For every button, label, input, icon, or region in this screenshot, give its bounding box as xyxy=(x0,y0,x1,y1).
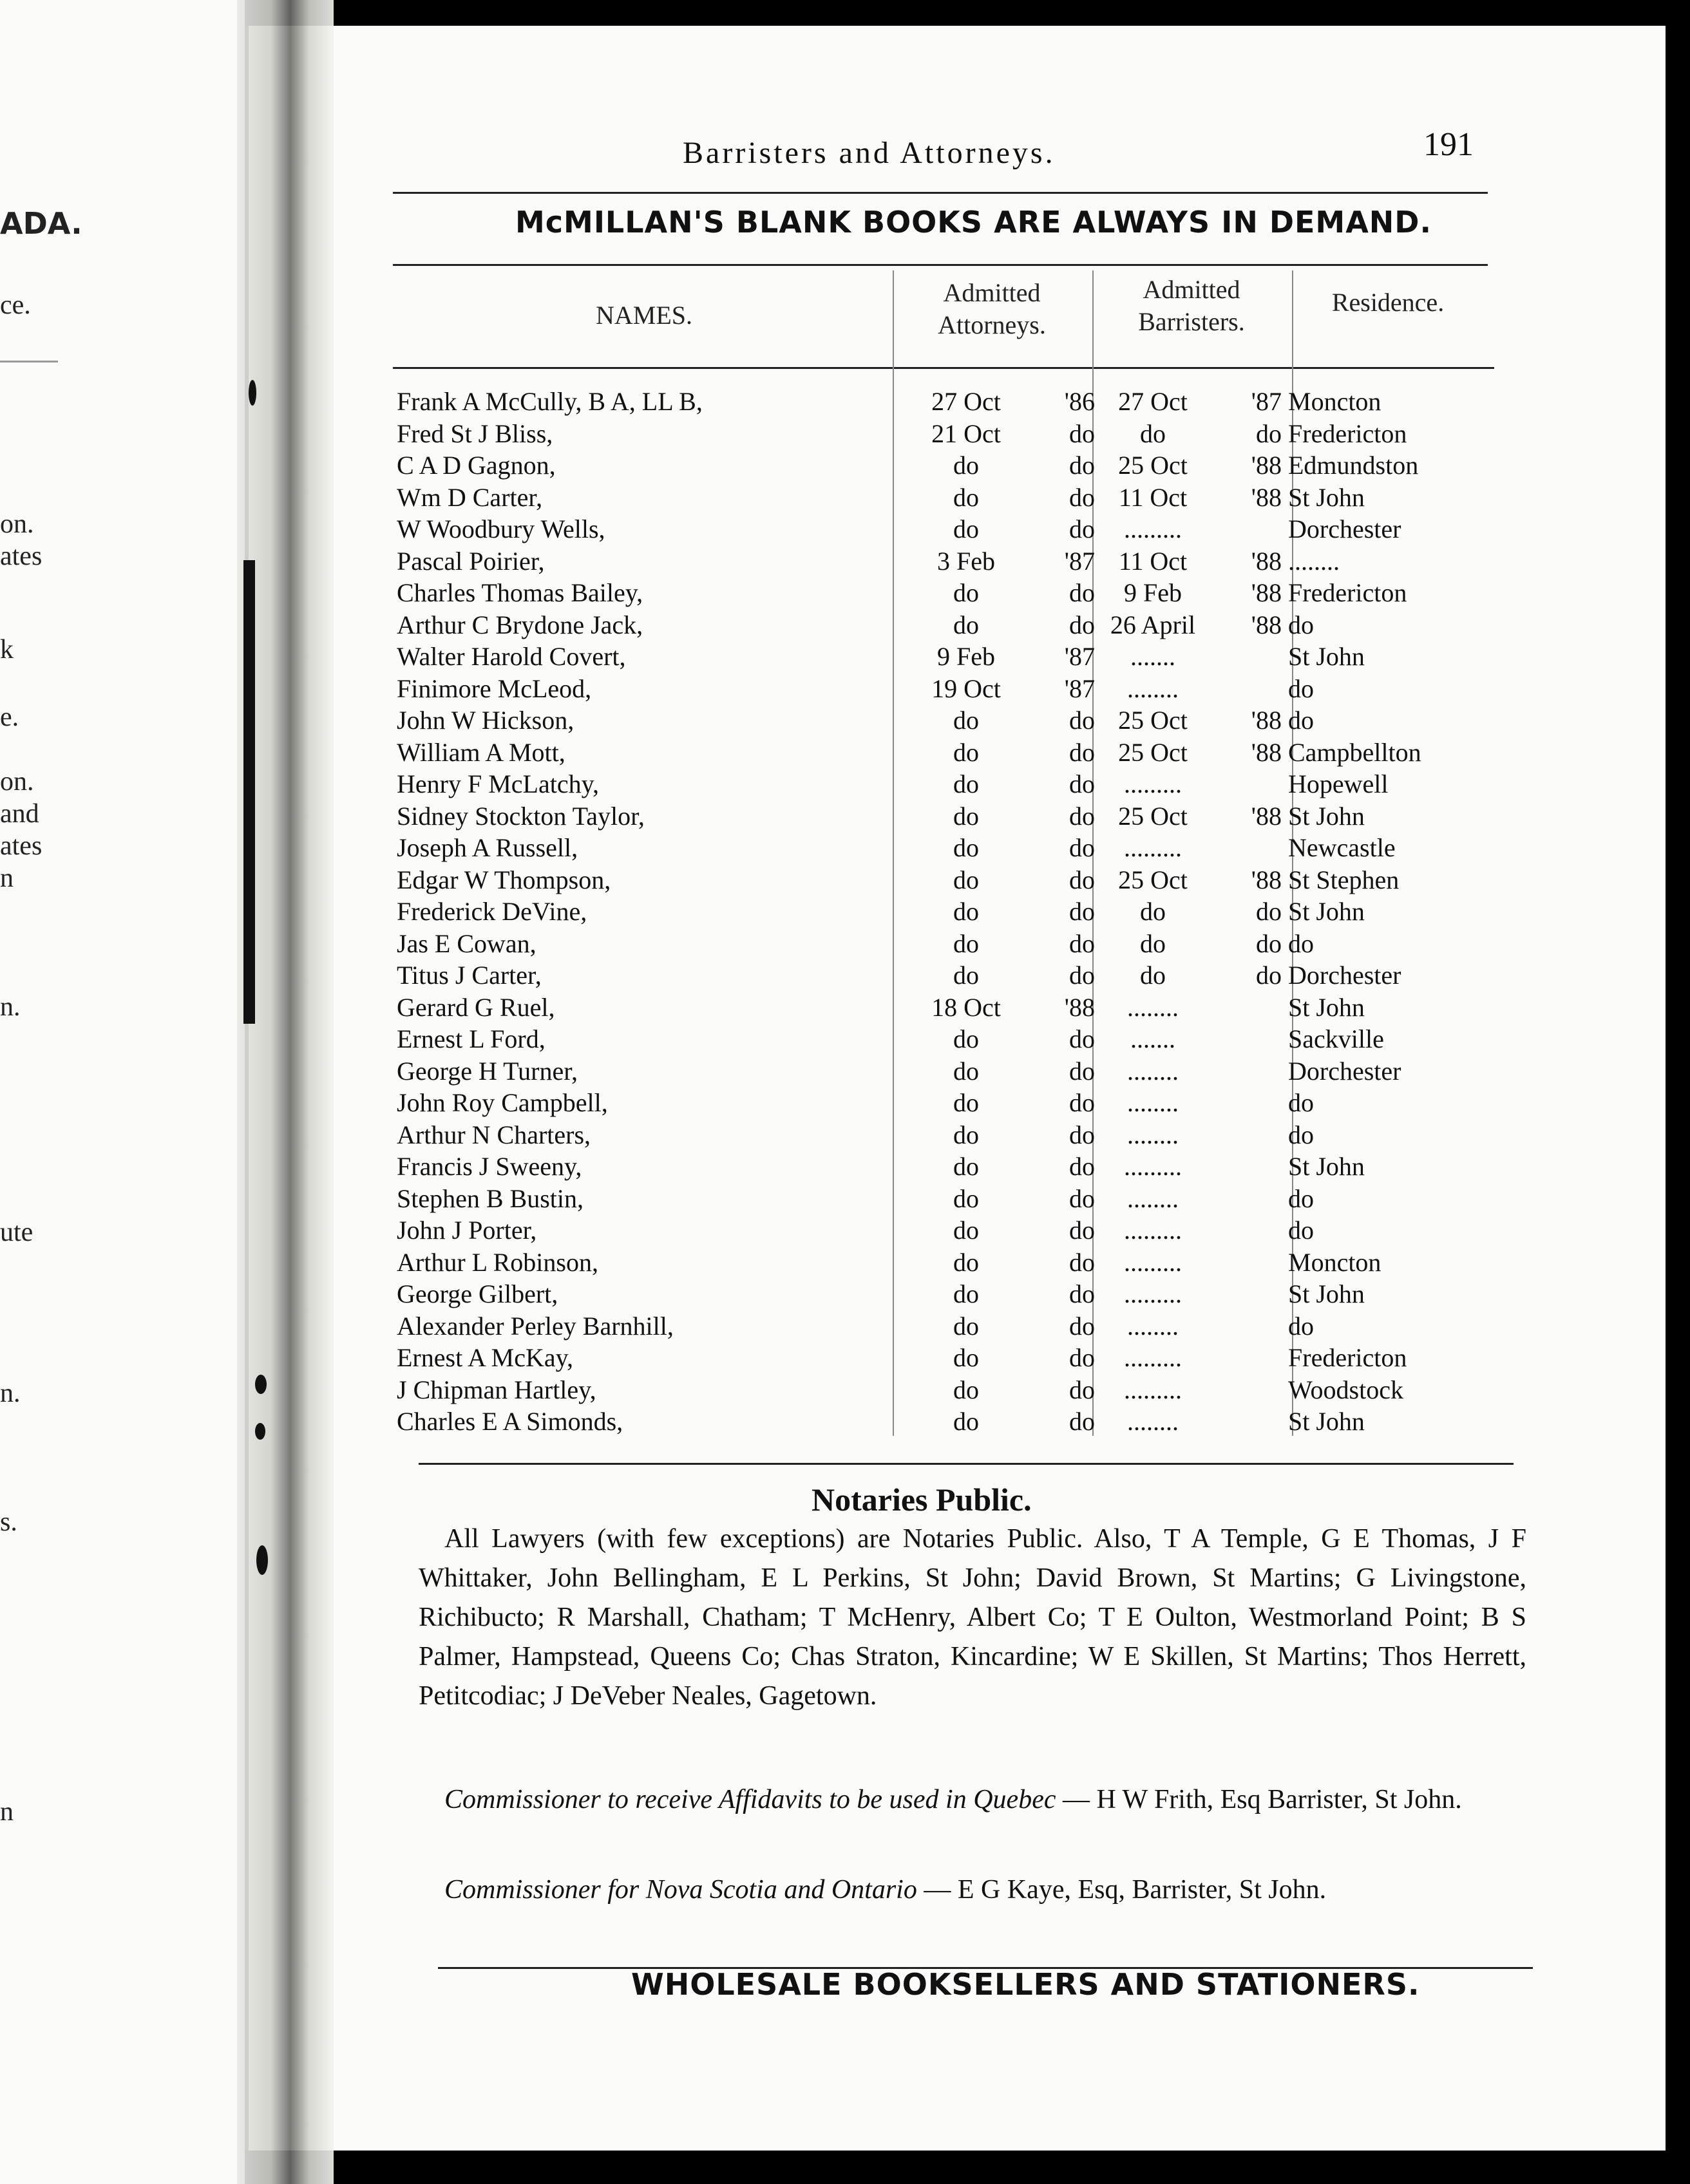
attorney-admitted-date: do xyxy=(953,1152,979,1181)
attorney-admitted-year: do xyxy=(1069,1183,1095,1213)
attorney-admitted-date: do xyxy=(953,897,979,926)
attorney-admitted-date: do xyxy=(953,1375,979,1404)
attorney-admitted-date: do xyxy=(953,961,979,990)
attorney-admitted-year: do xyxy=(1069,928,1095,958)
attorney-admitted-year: '88 xyxy=(1064,992,1095,1022)
residence: Edmundston xyxy=(1288,451,1419,480)
attorney-admitted-date: do xyxy=(953,833,979,862)
attorney-admitted-date: do xyxy=(953,1120,979,1149)
facing-page-fragment: ute xyxy=(0,1218,33,1247)
barrister-admitted-date: ........ xyxy=(1127,1407,1179,1436)
attorney-admitted-year: do xyxy=(1069,514,1095,543)
barrister-admitted-date: do xyxy=(1140,897,1166,926)
residence: Dorchester xyxy=(1288,961,1401,990)
barrister-admitted-date: ....... xyxy=(1130,1024,1175,1053)
attorney-admitted-date: 18 Oct xyxy=(931,992,1001,1022)
facing-page-fragment: ce. xyxy=(0,290,31,320)
residence: Moncton xyxy=(1288,387,1381,416)
attorneys-header-line2: Attorneys. xyxy=(938,310,1046,339)
notaries-paragraph: All Lawyers (with few exceptions) are Notaries Public. Also, T A Temple, G E Thomas, J F Whittaker, John Bellingham, E L Perkins, St John; David Brown, St Martins; G Livingstone, Richibucto; R Marshall, Chatham; T McHenry, Albert Co; T E Oulton, Westmorland Point; B S Palmer, Hampstead, Queens Co; Chas Straton, Kincardine; W E Skillen, St Martins; Thos Herrett, Petitcodiac; J DeVeber Neales, Gagetown. xyxy=(419,1524,1526,1711)
attorney-admitted-year: do xyxy=(1069,482,1095,512)
attorney-admitted-date: do xyxy=(953,482,979,512)
attorney-admitted-year: do xyxy=(1069,1279,1095,1308)
residence: Woodstock xyxy=(1288,1375,1403,1404)
barrister-admitted-date: ......... xyxy=(1124,833,1182,862)
book-spine-shadow xyxy=(237,0,334,2184)
barrister-admitted-date: ......... xyxy=(1124,514,1182,543)
barrister-admitted-date: 25 Oct xyxy=(1118,801,1188,831)
attorney-admitted-year: do xyxy=(1069,833,1095,862)
nsont-commissioner-text: — E G Kaye, Esq, Barrister, St John. xyxy=(924,1875,1327,1905)
barristers-header-line1: Admitted xyxy=(1143,275,1240,304)
barrister-admitted-date: 26 April xyxy=(1110,610,1196,639)
banner-rule xyxy=(393,264,1488,266)
attorney-admitted-year: do xyxy=(1069,706,1095,735)
barrister-admitted-year: '88 xyxy=(1251,482,1282,512)
barrister-admitted-date: ......... xyxy=(1124,1216,1182,1245)
barrister-admitted-year: do xyxy=(1256,897,1282,926)
attorneys-header-line1: Admitted xyxy=(943,278,1041,307)
attorney-admitted-year: do xyxy=(1069,1120,1095,1149)
ink-blot xyxy=(249,380,256,406)
barrister-admitted-date: 11 Oct xyxy=(1118,546,1188,576)
facing-page-fragment: n. xyxy=(0,1379,21,1408)
facing-page-fragment: n xyxy=(0,1797,14,1827)
attorney-admitted-date: 27 Oct xyxy=(931,387,1001,416)
attorney-admitted-date: do xyxy=(953,514,979,543)
residence: do xyxy=(1288,610,1314,639)
attorney-name: Charles E A Simonds, xyxy=(397,1407,623,1436)
ink-blot xyxy=(255,1423,265,1440)
attorney-admitted-date: do xyxy=(953,737,979,767)
attorney-admitted-year: do xyxy=(1069,1311,1095,1341)
attorney-admitted-date: 9 Feb xyxy=(937,642,995,671)
attorney-admitted-year: do xyxy=(1069,1024,1095,1053)
attorney-name: Henry F McLatchy, xyxy=(397,769,599,798)
residence: do xyxy=(1288,1216,1314,1245)
attorney-admitted-date: 19 Oct xyxy=(931,673,1001,703)
attorney-admitted-date: do xyxy=(953,1024,979,1053)
attorney-admitted-year: do xyxy=(1069,1407,1095,1436)
barrister-admitted-date: ........ xyxy=(1127,673,1179,703)
barrister-admitted-year: '88 xyxy=(1251,610,1282,639)
barrister-admitted-date: 9 Feb xyxy=(1124,578,1182,607)
barrister-admitted-date: 11 Oct xyxy=(1118,482,1188,512)
attorney-name: J Chipman Hartley, xyxy=(397,1375,596,1404)
facing-page-fragment: n. xyxy=(0,992,21,1022)
attorney-admitted-year: '86 xyxy=(1064,387,1095,416)
facing-page xyxy=(0,0,245,2184)
facing-page-fragment: e. xyxy=(0,702,19,732)
attorney-admitted-date: do xyxy=(953,1247,979,1277)
nsont-commissioner-label: Commissioner for Nova Scotia and Ontario xyxy=(444,1875,917,1905)
quebec-commissioner-text: — H W Frith, Esq Barrister, St John. xyxy=(1062,1785,1462,1814)
attorney-admitted-year: do xyxy=(1069,1056,1095,1086)
attorney-admitted-date: do xyxy=(953,1183,979,1213)
barrister-admitted-year: '88 xyxy=(1251,546,1282,576)
residence: St Stephen xyxy=(1288,865,1400,894)
residence: Fredericton xyxy=(1288,1343,1407,1372)
barrister-admitted-date: ......... xyxy=(1124,769,1182,798)
quebec-commissioner xyxy=(419,1780,1526,1820)
attorney-name: Arthur L Robinson, xyxy=(397,1247,598,1277)
attorney-name: John W Hickson, xyxy=(397,706,574,735)
attorney-name: W Woodbury Wells, xyxy=(397,514,605,543)
attorney-name: William A Mott, xyxy=(397,737,565,767)
attorney-admitted-year: do xyxy=(1069,1247,1095,1277)
residence: Dorchester xyxy=(1288,514,1401,543)
attorney-admitted-date: do xyxy=(953,769,979,798)
barrister-admitted-year: do xyxy=(1256,419,1282,448)
attorney-admitted-date: do xyxy=(953,1311,979,1341)
barrister-admitted-date: do xyxy=(1140,419,1166,448)
attorney-admitted-year: do xyxy=(1069,1088,1095,1117)
attorney-admitted-date: 3 Feb xyxy=(937,546,995,576)
barrister-admitted-date: 25 Oct xyxy=(1118,737,1188,767)
attorney-name: Frederick DeVine, xyxy=(397,897,587,926)
attorney-name: Arthur C Brydone Jack, xyxy=(397,610,643,639)
attorney-admitted-date: do xyxy=(953,1088,979,1117)
attorney-admitted-date: do xyxy=(953,1407,979,1436)
notaries-title: Notaries Public. xyxy=(812,1482,1032,1518)
barrister-admitted-year: '88 xyxy=(1251,737,1282,767)
top-banner: McMILLAN'S BLANK BOOKS ARE ALWAYS IN DEMAND. xyxy=(515,205,1432,240)
facing-page-fragment: ates xyxy=(0,541,43,571)
running-title: Barristers and Attorneys. xyxy=(683,136,1056,170)
attorney-admitted-date: do xyxy=(953,706,979,735)
facing-page-fragment: on. xyxy=(0,509,34,539)
attorney-name: Joseph A Russell, xyxy=(397,833,578,862)
attorney-admitted-year: '87 xyxy=(1064,673,1095,703)
barrister-admitted-date: 25 Oct xyxy=(1118,451,1188,480)
attorney-admitted-year: '87 xyxy=(1064,642,1095,671)
attorney-admitted-date: do xyxy=(953,865,979,894)
residence: Fredericton xyxy=(1288,578,1407,607)
attorney-name: Pascal Poirier, xyxy=(397,546,545,576)
barrister-admitted-year: '88 xyxy=(1251,578,1282,607)
residence: do xyxy=(1288,1183,1314,1213)
barrister-admitted-date: ........ xyxy=(1127,1056,1179,1086)
attorney-admitted-year: do xyxy=(1069,451,1095,480)
facing-page-fragment: ADA. xyxy=(0,206,82,241)
barrister-admitted-year: do xyxy=(1256,928,1282,958)
residence: do xyxy=(1288,1088,1314,1117)
column-divider xyxy=(893,270,894,1436)
barrister-admitted-date: ........ xyxy=(1127,1311,1179,1341)
residence: St John xyxy=(1288,801,1365,831)
residence: St John xyxy=(1288,992,1365,1022)
attorney-admitted-year: do xyxy=(1069,1152,1095,1181)
barristers-header-line2: Barristers. xyxy=(1138,307,1245,336)
attorney-name: Sidney Stockton Taylor, xyxy=(397,801,645,831)
barrister-admitted-date: ........ xyxy=(1127,992,1179,1022)
barrister-admitted-date: ......... xyxy=(1124,1279,1182,1308)
attorney-admitted-year: do xyxy=(1069,1375,1095,1404)
residence: Dorchester xyxy=(1288,1056,1401,1086)
attorney-name: Walter Harold Covert, xyxy=(397,642,626,671)
residence: Sackville xyxy=(1288,1024,1384,1053)
header-rule xyxy=(393,192,1488,194)
barrister-admitted-year: '88 xyxy=(1251,865,1282,894)
ink-blot xyxy=(256,1545,268,1575)
facing-page-fragment: k xyxy=(0,635,14,664)
names-column-header: NAMES. xyxy=(595,301,693,330)
residence: do xyxy=(1288,706,1314,735)
residence: St John xyxy=(1288,1152,1365,1181)
attorney-name: Charles Thomas Bailey, xyxy=(397,578,643,607)
attorney-name: Alexander Perley Barnhill, xyxy=(397,1311,674,1341)
attorney-admitted-date: do xyxy=(953,1343,979,1372)
attorney-admitted-date: do xyxy=(953,1216,979,1245)
barrister-admitted-date: ........ xyxy=(1127,1183,1179,1213)
barrister-admitted-date: ......... xyxy=(1124,1152,1182,1181)
residence: Newcastle xyxy=(1288,833,1396,862)
attorney-admitted-date: do xyxy=(953,451,979,480)
attorney-name: Finimore McLeod, xyxy=(397,673,592,703)
barrister-admitted-year: '88 xyxy=(1251,801,1282,831)
residence: ........ xyxy=(1288,546,1340,576)
attorney-admitted-year: do xyxy=(1069,578,1095,607)
quebec-commissioner-label: Commissioner to receive Affidavits to be used in Quebec xyxy=(444,1785,1056,1814)
attorney-name: Ernest A McKay, xyxy=(397,1343,574,1372)
attorney-admitted-year: '87 xyxy=(1064,546,1095,576)
residence: St John xyxy=(1288,482,1365,512)
attorney-name: Arthur N Charters, xyxy=(397,1120,591,1149)
barrister-admitted-date: do xyxy=(1140,961,1166,990)
attorney-admitted-date: do xyxy=(953,610,979,639)
barrister-admitted-date: ........ xyxy=(1127,1120,1179,1149)
attorney-admitted-year: do xyxy=(1069,769,1095,798)
attorney-name: John J Porter, xyxy=(397,1216,537,1245)
bottom-banner: WHOLESALE BOOKSELLERS AND STATIONERS. xyxy=(631,1967,1420,2002)
attorney-admitted-year: do xyxy=(1069,801,1095,831)
attorney-admitted-year: do xyxy=(1069,1216,1095,1245)
binding-shadow xyxy=(243,560,255,1024)
attorney-name: Jas E Cowan, xyxy=(397,928,536,958)
residence: do xyxy=(1288,673,1314,703)
attorney-name: Fred St J Bliss, xyxy=(397,419,553,448)
attorney-name: Stephen B Bustin, xyxy=(397,1183,584,1213)
residence: do xyxy=(1288,1120,1314,1149)
facing-page-fragment: ates xyxy=(0,831,43,861)
facing-page-fragment: s. xyxy=(0,1507,17,1537)
page-number: 191 xyxy=(1423,126,1474,163)
attorney-name: Edgar W Thompson, xyxy=(397,865,611,894)
attorney-admitted-year: do xyxy=(1069,1343,1095,1372)
facing-page-fragment: n xyxy=(0,863,14,893)
residence: St John xyxy=(1288,1279,1365,1308)
table-bottom-rule xyxy=(419,1463,1514,1465)
barrister-admitted-date: ....... xyxy=(1130,642,1175,671)
facing-page-fragment: on. xyxy=(0,767,34,796)
attorney-name: Titus J Carter, xyxy=(397,961,542,990)
residence: Fredericton xyxy=(1288,419,1407,448)
facing-page-rule xyxy=(0,361,58,362)
barrister-admitted-date: ......... xyxy=(1124,1375,1182,1404)
attorney-name: Ernest L Ford, xyxy=(397,1024,546,1053)
attorney-name: John Roy Campbell, xyxy=(397,1088,608,1117)
residence: do xyxy=(1288,928,1314,958)
barrister-admitted-date: do xyxy=(1140,928,1166,958)
table-header-rule xyxy=(393,367,1494,369)
attorney-admitted-year: do xyxy=(1069,961,1095,990)
attorney-admitted-date: do xyxy=(953,1279,979,1308)
attorney-name: Wm D Carter, xyxy=(397,482,543,512)
residence-column-header: Residence. xyxy=(1331,288,1445,317)
barrister-admitted-date: 25 Oct xyxy=(1118,706,1188,735)
attorney-admitted-date: do xyxy=(953,578,979,607)
ink-blot xyxy=(255,1375,267,1394)
residence: St John xyxy=(1288,642,1365,671)
attorney-admitted-year: do xyxy=(1069,897,1095,926)
facing-page-fragment: and xyxy=(0,799,39,829)
residence: Moncton xyxy=(1288,1247,1381,1277)
barrister-admitted-year: do xyxy=(1256,961,1282,990)
barrister-admitted-date: ......... xyxy=(1124,1247,1182,1277)
nsont-commissioner xyxy=(419,1870,1526,1910)
residence: Campbellton xyxy=(1288,737,1421,767)
residence: St John xyxy=(1288,1407,1365,1436)
residence: St John xyxy=(1288,897,1365,926)
attorney-name: Francis J Sweeny, xyxy=(397,1152,582,1181)
attorney-admitted-year: do xyxy=(1069,737,1095,767)
barrister-admitted-date: ........ xyxy=(1127,1088,1179,1117)
attorney-admitted-date: do xyxy=(953,1056,979,1086)
attorney-admitted-year: do xyxy=(1069,419,1095,448)
attorney-name: C A D Gagnon, xyxy=(397,451,556,480)
barrister-admitted-date: 27 Oct xyxy=(1118,387,1188,416)
attorney-admitted-date: 21 Oct xyxy=(931,419,1001,448)
attorney-admitted-date: do xyxy=(953,928,979,958)
residence: do xyxy=(1288,1311,1314,1341)
barrister-admitted-date: ......... xyxy=(1124,1343,1182,1372)
attorney-admitted-year: do xyxy=(1069,610,1095,639)
attorney-admitted-date: do xyxy=(953,801,979,831)
attorney-name: Gerard G Ruel, xyxy=(397,992,555,1022)
attorney-name: George Gilbert, xyxy=(397,1279,558,1308)
barrister-admitted-year: '88 xyxy=(1251,706,1282,735)
attorney-name: George H Turner, xyxy=(397,1056,578,1086)
barrister-admitted-date: 25 Oct xyxy=(1118,865,1188,894)
barrister-admitted-year: '88 xyxy=(1251,451,1282,480)
barrister-admitted-year: '87 xyxy=(1251,387,1282,416)
residence: Hopewell xyxy=(1288,769,1389,798)
attorney-name: Frank A McCully, B A, LL B, xyxy=(397,387,703,416)
attorney-admitted-year: do xyxy=(1069,865,1095,894)
